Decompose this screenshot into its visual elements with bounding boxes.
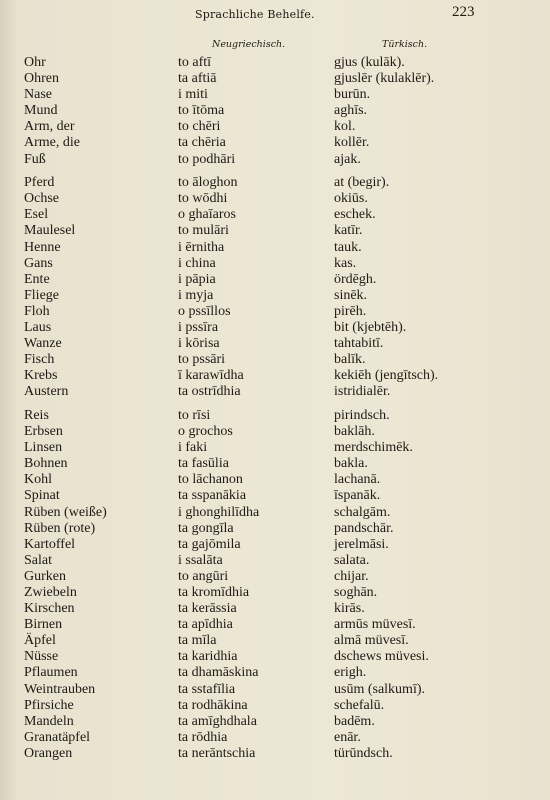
greek-word: ta nerāntschia xyxy=(178,745,256,761)
vocabulary-row xyxy=(24,665,534,681)
turkish-word: pirindsch. xyxy=(334,407,390,423)
turkish-word: schalgām. xyxy=(334,504,391,520)
turkish-word: balīk. xyxy=(334,352,366,368)
turkish-word: pandschār. xyxy=(334,520,394,536)
greek-word: i pāpia xyxy=(178,271,216,287)
german-word: Fuß xyxy=(24,151,46,167)
greek-word: to ītōma xyxy=(178,103,225,119)
german-word: Laus xyxy=(24,320,52,335)
greek-word: ta dhamāskina xyxy=(178,665,259,681)
page-header xyxy=(0,4,550,24)
turkish-word: eschek. xyxy=(334,207,376,223)
german-word: Orangen xyxy=(24,745,73,761)
vocabulary-row xyxy=(24,553,534,569)
german-word: Zwiebeln xyxy=(24,585,77,600)
vocabulary-row xyxy=(24,537,534,553)
german-word: Henne xyxy=(24,239,61,255)
greek-word: to lāchanon xyxy=(178,472,243,488)
turkish-word: armūs müvesī. xyxy=(334,617,416,633)
german-word: Bohnen xyxy=(24,456,68,472)
greek-word: to podhāri xyxy=(178,151,236,167)
vocabulary-row xyxy=(24,55,534,71)
turkish-word: erigh. xyxy=(334,665,367,681)
vocabulary-row xyxy=(24,272,534,288)
turkish-word: kirās. xyxy=(334,601,365,617)
turkish-word: at (begir). xyxy=(334,175,390,191)
vocabulary-row xyxy=(24,649,534,665)
german-word: Granatäpfel xyxy=(24,729,91,745)
turkish-word: merdschimēk. xyxy=(334,440,413,456)
german-word: Äpfel xyxy=(24,633,56,649)
german-word: Arme, die xyxy=(24,135,80,151)
page-number: 223 xyxy=(452,4,475,20)
german-word: Ochse xyxy=(24,191,59,207)
column-heading-greek: Neugriechisch. xyxy=(212,39,286,50)
vocabulary-row xyxy=(24,352,534,368)
greek-word: to āloghon xyxy=(178,175,238,191)
greek-word: ta ostrīdhia xyxy=(178,384,241,400)
vocabulary-row xyxy=(24,601,534,617)
vocabulary-row xyxy=(24,408,534,424)
greek-word: ta amīghdhala xyxy=(178,713,257,729)
vocabulary-row xyxy=(24,240,534,256)
german-word: Krebs xyxy=(24,368,58,384)
turkish-word: dschews müvesi. xyxy=(334,649,429,665)
vocabulary-row xyxy=(24,256,534,272)
vocabulary-group xyxy=(24,55,534,168)
greek-word: to aftī xyxy=(178,55,212,70)
greek-word: o pssīllos xyxy=(178,303,231,319)
vocabulary-row xyxy=(24,730,534,746)
vocabulary-row xyxy=(24,223,534,239)
german-word: Mund xyxy=(24,103,58,119)
german-word: Maulesel xyxy=(24,223,76,239)
german-word: Ohr xyxy=(24,55,46,70)
greek-word: to pssāri xyxy=(178,352,226,368)
turkish-word: lachanā. xyxy=(334,472,381,488)
german-word: Gurken xyxy=(24,568,66,584)
greek-word: to rīsi xyxy=(178,407,211,423)
vocabulary-row xyxy=(24,71,534,87)
turkish-word: okiūs. xyxy=(334,191,368,207)
german-word: Salat xyxy=(24,552,52,568)
german-word: Ente xyxy=(24,271,50,287)
greek-word: i ērnitha xyxy=(178,239,225,255)
vocabulary-row xyxy=(24,456,534,472)
greek-word: i pssīra xyxy=(178,320,219,335)
german-word: Kohl xyxy=(24,472,52,488)
greek-word: ta sstafīlia xyxy=(178,681,236,697)
turkish-word: burūn. xyxy=(334,87,371,103)
german-word: Rüben (rote) xyxy=(24,520,96,536)
vocabulary-row xyxy=(24,87,534,103)
vocabulary-row xyxy=(24,633,534,649)
turkish-word: kol. xyxy=(334,119,356,135)
german-word: Kirschen xyxy=(24,601,75,617)
vocabulary-row xyxy=(24,152,534,168)
greek-word: ta karidhia xyxy=(178,649,238,665)
vocabulary-group xyxy=(24,408,534,762)
vocabulary-row xyxy=(24,682,534,698)
greek-word: to angūri xyxy=(178,568,229,584)
turkish-word: bakla. xyxy=(334,456,368,472)
turkish-word: almā müvesī. xyxy=(334,633,409,649)
vocabulary-row xyxy=(24,488,534,504)
greek-word: i faki xyxy=(178,440,208,456)
turkish-word: baklāh. xyxy=(334,424,375,440)
vocabulary-group xyxy=(24,175,534,400)
german-word: Ohren xyxy=(24,71,59,87)
turkish-word: kollēr. xyxy=(334,135,370,151)
greek-word: ta rodhākina xyxy=(178,697,248,713)
vocabulary-row xyxy=(24,585,534,601)
turkish-word: ajak. xyxy=(334,151,361,167)
german-word: Austern xyxy=(24,384,69,400)
turkish-word: gjus (kulāk). xyxy=(334,55,405,70)
turkish-word: usūm (salkumī). xyxy=(334,681,425,697)
turkish-word: türūndsch. xyxy=(334,745,393,761)
greek-word: ta rōdhia xyxy=(178,729,228,745)
greek-word: i kōrisa xyxy=(178,336,220,352)
german-word: Rüben (weiße) xyxy=(24,504,107,520)
vocabulary-row xyxy=(24,304,534,320)
greek-word: i china xyxy=(178,255,216,271)
greek-word: to mulāri xyxy=(178,223,229,239)
turkish-word: kas. xyxy=(334,255,357,271)
running-head: Sprachliche Behelfe. xyxy=(195,8,315,21)
greek-word: ta mīla xyxy=(178,633,217,649)
greek-word: to wōdhi xyxy=(178,191,228,207)
vocabulary-row xyxy=(24,698,534,714)
vocabulary-row xyxy=(24,103,534,119)
turkish-word: īspanāk. xyxy=(334,488,381,504)
turkish-word: bit (kjebtēh). xyxy=(334,320,407,335)
turkish-word: schefalū. xyxy=(334,697,385,713)
vocabulary-row xyxy=(24,569,534,585)
turkish-word: aghīs. xyxy=(334,103,368,119)
german-word: Floh xyxy=(24,303,50,319)
turkish-word: tahtabitī. xyxy=(334,336,384,352)
greek-word: ta chēria xyxy=(178,135,226,151)
vocabulary-row xyxy=(24,746,534,762)
greek-word: ta sspanākia xyxy=(178,488,247,504)
turkish-word: enār. xyxy=(334,729,361,745)
greek-word: ta fasūlia xyxy=(178,456,229,472)
german-word: Fisch xyxy=(24,352,55,368)
greek-word: i ghonghilīdha xyxy=(178,504,260,520)
greek-word: ī karawīdha xyxy=(178,368,244,384)
vocabulary-row xyxy=(24,135,534,151)
vocabulary-row xyxy=(24,617,534,633)
vocabulary-row xyxy=(24,714,534,730)
vocabulary-row xyxy=(24,288,534,304)
greek-word: ta aftiā xyxy=(178,71,217,87)
vocabulary-row xyxy=(24,424,534,440)
turkish-word: soghān. xyxy=(334,585,378,600)
german-word: Mandeln xyxy=(24,713,74,729)
german-word: Arm, der xyxy=(24,119,75,135)
german-word: Pferd xyxy=(24,175,55,191)
vocabulary-row xyxy=(24,207,534,223)
german-word: Kartoffel xyxy=(24,536,76,552)
vocabulary-row xyxy=(24,505,534,521)
german-word: Erbsen xyxy=(24,424,63,440)
greek-word: ta apīdhia xyxy=(178,617,233,633)
german-word: Nase xyxy=(24,87,52,103)
vocabulary-row xyxy=(24,320,534,336)
vocabulary-row xyxy=(24,472,534,488)
turkish-word: pirēh. xyxy=(334,303,367,319)
german-word: Linsen xyxy=(24,440,63,456)
column-heading-turkish: Türkisch. xyxy=(382,39,428,50)
vocabulary-row xyxy=(24,119,534,135)
german-word: Wanze xyxy=(24,336,62,352)
turkish-word: kekiēh (jengītsch). xyxy=(334,368,439,384)
turkish-word: gjuslēr (kulaklēr). xyxy=(334,71,435,87)
vocabulary-row xyxy=(24,336,534,352)
turkish-word: jerelmāsi. xyxy=(334,536,389,552)
greek-word: i ssalāta xyxy=(178,552,223,568)
turkish-word: sinēk. xyxy=(334,287,368,303)
greek-word: ta gongīla xyxy=(178,520,234,536)
german-word: Spinat xyxy=(24,488,60,504)
german-word: Birnen xyxy=(24,617,63,633)
german-word: Weintrauben xyxy=(24,681,96,697)
turkish-word: salata. xyxy=(334,552,370,568)
greek-word: o grochos xyxy=(178,424,233,440)
german-word: Nüsse xyxy=(24,649,59,665)
vocabulary-row xyxy=(24,521,534,537)
turkish-word: chijar. xyxy=(334,568,369,584)
vocabulary-row xyxy=(24,384,534,400)
german-word: Reis xyxy=(24,407,49,423)
german-word: Esel xyxy=(24,207,49,223)
greek-word: i myja xyxy=(178,287,214,303)
vocabulary-row xyxy=(24,440,534,456)
vocabulary-row xyxy=(24,175,534,191)
turkish-word: tauk. xyxy=(334,239,362,255)
turkish-word: istridialēr. xyxy=(334,384,391,400)
turkish-word: badēm. xyxy=(334,713,375,729)
turkish-word: ördēgh. xyxy=(334,271,377,287)
greek-word: ta kerāssia xyxy=(178,601,237,617)
vocabulary-row xyxy=(24,368,534,384)
german-word: Fliege xyxy=(24,287,59,303)
greek-word: i miti xyxy=(178,87,208,103)
turkish-word: katīr. xyxy=(334,223,363,239)
german-word: Pfirsiche xyxy=(24,697,74,713)
german-word: Pflaumen xyxy=(24,665,78,681)
greek-word: to chēri xyxy=(178,119,221,135)
greek-word: ta gajōmila xyxy=(178,536,241,552)
greek-word: ta kromīdhia xyxy=(178,585,250,600)
vocabulary-row xyxy=(24,191,534,207)
german-word: Gans xyxy=(24,255,53,271)
vocabulary-table xyxy=(24,55,534,770)
greek-word: o ghaīaros xyxy=(178,207,236,223)
